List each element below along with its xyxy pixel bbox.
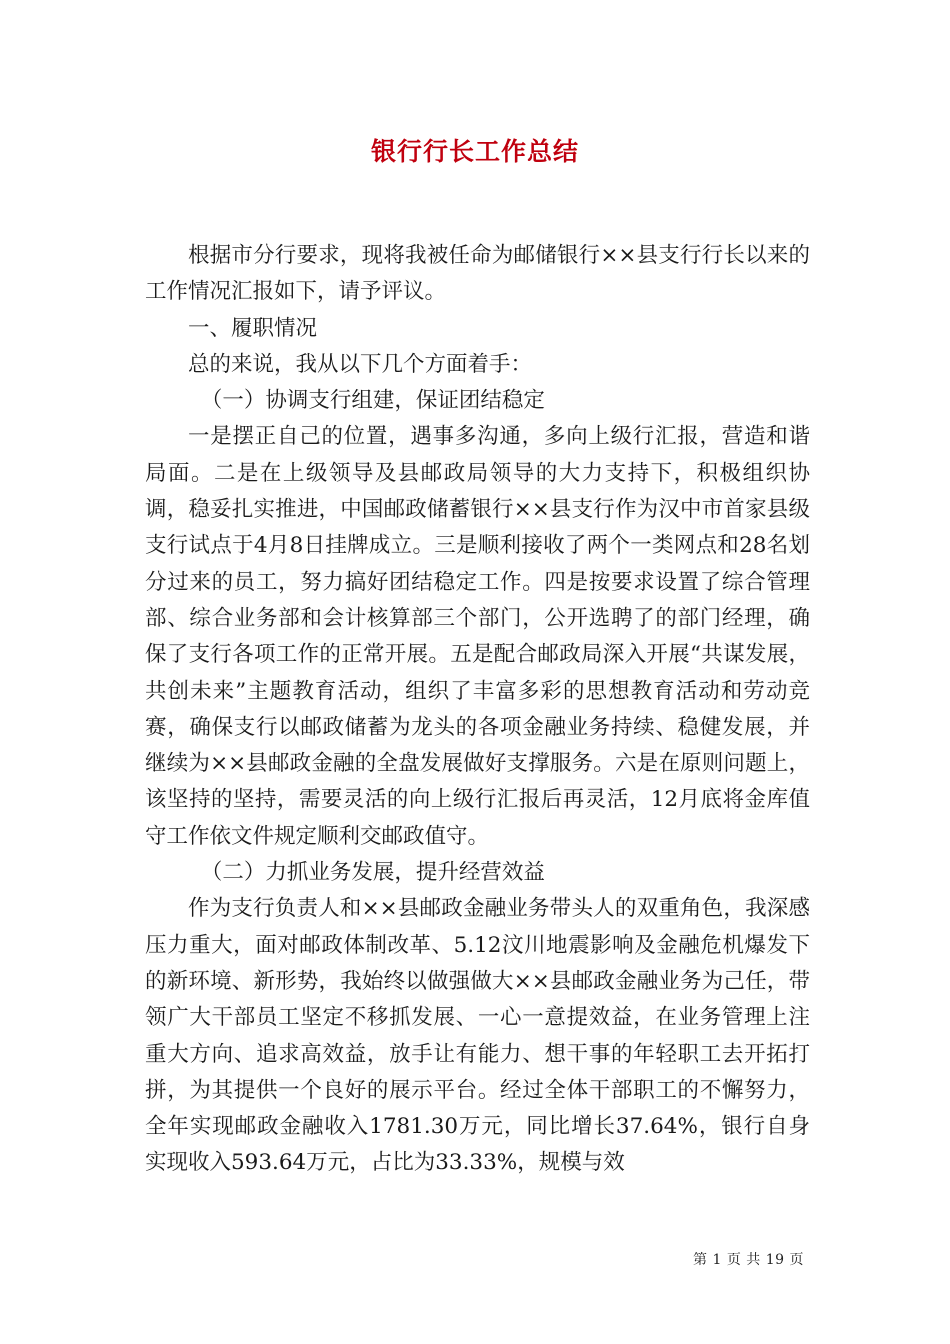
- subsection-heading: （一）协调支行组建，保证团结稳定: [200, 388, 545, 414]
- document-title: 银行行长工作总结: [370, 137, 579, 166]
- paragraph-summary: 总的来说，我从以下几个方面着手：: [188, 351, 533, 377]
- paragraph-body: 一是摆正自己的位置，遇事多沟通，多向上级行汇报，营造和谐局面。二是在上级领导及县邮政局领导的大力支持下，积极组织协调，稳妥扎实推进，中国邮政储蓄银行××县支行作为汉中市首家县级支行试点于4月8日挂牌成立。三是顺利接收了两个一类网点和28名划分过来的员工，努力搞好团结稳定工作。四是按要求设置了综合管理部、综合业务部和会计核算部三个部门，公开选聘了的部门经理，确保了支行各项工作的正常开展。五是配合邮政局深入开展“共谋发展，共创未来”主题教育活动，组织了丰富多彩的思想教育活动和劳动竞赛，确保支行以邮政储蓄为龙头的各项金融业务持续、稳健发展，并继续为××县邮政金融的全盘发展做好支撑服务。六是在原则问题上，该坚持的坚持，需要灵活的向上级行汇报后再灵活，12月底将金库值守工作依文件规定顺利交邮政值守。: [145, 424, 810, 849]
- section-heading: 一、履职情况: [188, 315, 318, 341]
- subsection-heading: （二）力抓业务发展，提升经营效益: [200, 860, 545, 886]
- document-body: [145, 238, 810, 1182]
- page-number: 第 1 页 共 19 页: [693, 1252, 804, 1268]
- paragraph-body: 作为支行负责人和××县邮政金融业务带头人的双重角色，我深感压力重大，面对邮政体制改革、5.12汶川地震影响及金融危机爆发下的新环境、新形势，我始终以做强做大××县邮政金融业务为己任，带领广大干部员工坚定不移抓发展、一心一意提效益，在业务管理上注重大方向、追求高效益，放手让有能力、想干事的年轻职工去开拓打拼，为其提供一个良好的展示平台。经过全体干部职工的不懈努力，全年实现邮政金融收入1781.30万元，同比增长37.64%，银行自身实现收入593.64万元，占比为33.33%，规模与效: [145, 896, 810, 1176]
- paragraph-intro: 根据市分行要求，现将我被任命为邮储银行××县支行行长以来的工作情况汇报如下，请予评议。: [145, 243, 810, 305]
